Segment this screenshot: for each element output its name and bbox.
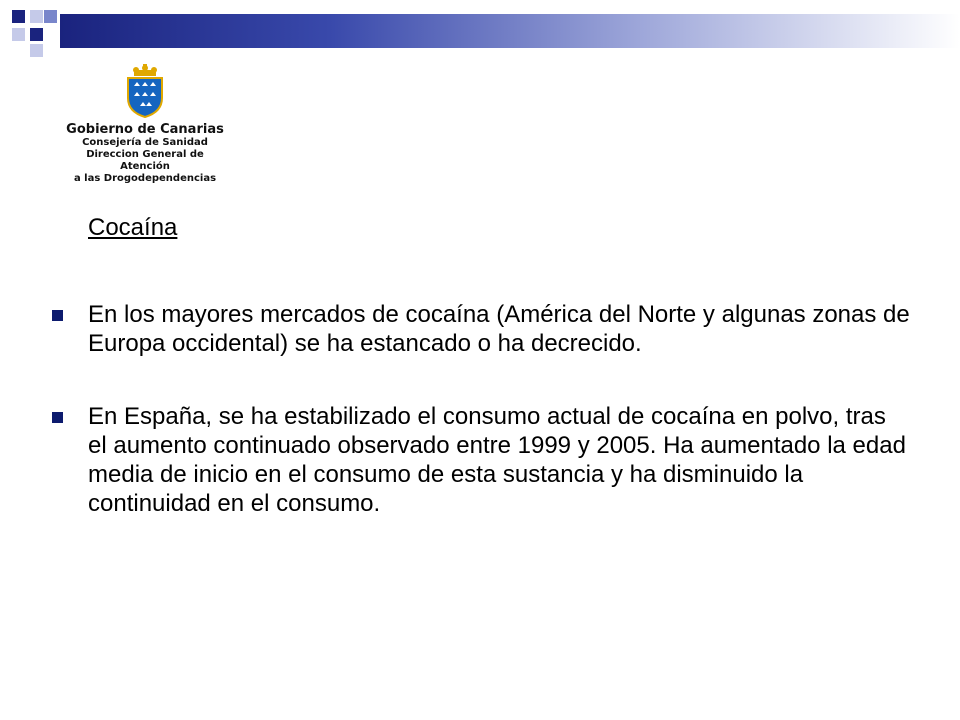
logo-subtitle-3: a las Drogodependencias	[73, 173, 217, 184]
list-item	[50, 300, 910, 358]
logo-subtitle-2: Direccion General de Atención	[86, 149, 204, 172]
decor-square	[30, 10, 43, 23]
square-bullet-icon	[52, 412, 63, 423]
decor-square	[12, 28, 25, 41]
logo-subtitle-1: Consejería de Sanidad	[82, 137, 208, 148]
bullet-text: En España, se ha estabilizado el consumo actual de cocaína en polvo, tras el aumento continuado observado entre 1999 y 2005. Ha aumentado la edad media de inicio en el consumo de esta sustancia y ha disminuido la continuidad en el consumo.	[88, 403, 906, 517]
decor-square	[30, 28, 43, 41]
coat-of-arms-icon	[120, 64, 170, 118]
slide-heading: Cocaína	[88, 214, 178, 241]
decor-square	[30, 44, 43, 57]
government-logo	[60, 64, 230, 185]
bullet-list	[50, 300, 910, 562]
decor-square	[12, 10, 25, 23]
list-item	[50, 402, 910, 518]
decor-square	[44, 10, 57, 23]
header-gradient-bar	[60, 14, 960, 48]
bullet-text: En los mayores mercados de cocaína (América del Norte y algunas zonas de Europa occidental) se ha estancado o ha decrecido.	[88, 301, 910, 357]
square-bullet-icon	[52, 310, 63, 321]
logo-title: Gobierno de Canarias	[66, 122, 224, 137]
